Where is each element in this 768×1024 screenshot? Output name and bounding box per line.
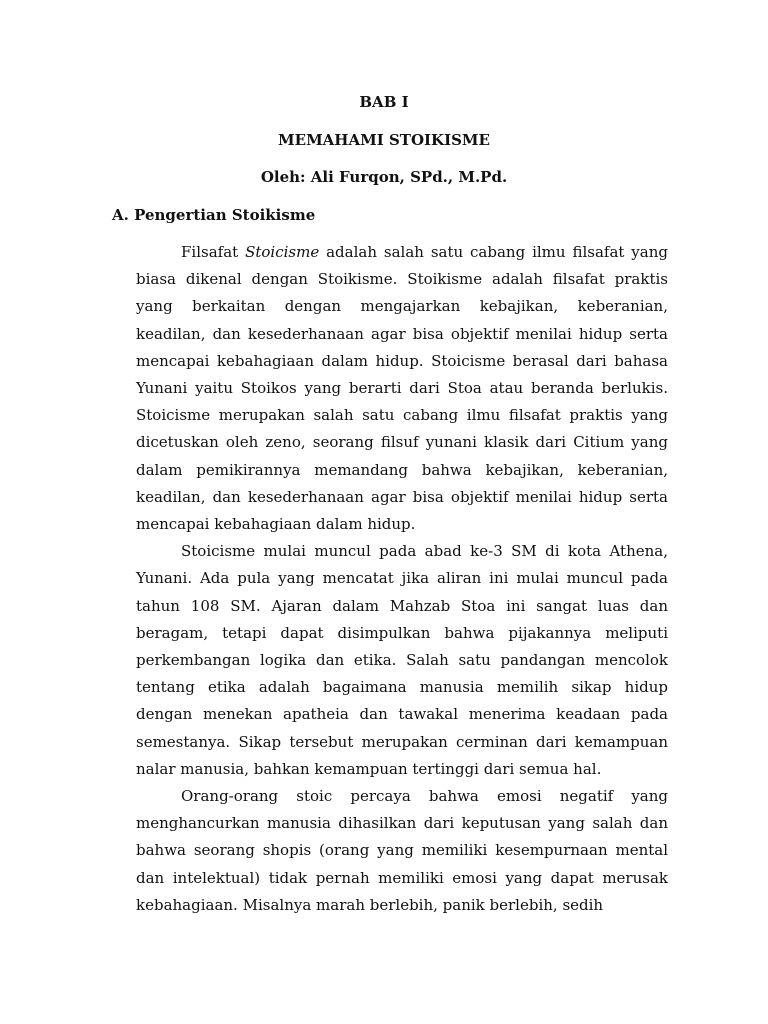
paragraph-2: Stoicisme mulai muncul pada abad ke-3 SM di kota Athena, Yunani. Ada pula yang mencatat jika aliran ini mulai muncul pada tahun 108 SM. Ajaran dalam Mahzab Stoa ini sangat luas dan beragam, tetapi dapat disimpulkan bahwa pijakannya meliputi perkembangan logika dan etika. Salah satu pandangan mencolok tentang etika adalah bagaimana manusia memilih sikap hidup dengan menekan apatheia dan tawakal menerima keadaan pada semestanya. Sikap tersebut merupakan cerminan dari kemampuan nalar manusia, bahkan kemampuan tertinggi dari semua hal. <box>136 542 668 778</box>
paragraph-1-rest: adalah salah satu cabang ilmu filsafat yang biasa dikenal dengan Stoikisme. Stoikisme adalah filsafat praktis yang berkaitan dengan mengajarkan kebajikan, keberanian, keadilan, dan kesederhanaan agar bisa objektif menilai hidup serta mencapai kebahagiaan dalam hidup. Stoicisme berasal dari bahasa Yunani yaitu Stoikos yang berarti dari Stoa atau beranda berlukis. Stoicisme merupakan salah satu cabang ilmu filsafat praktis yang dicetuskan oleh zeno, seorang filsuf yunani klasik dari Citium yang dalam pemikirannya memandang bahwa kebajikan, keberanian, keadilan, dan kesederhanaan agar bisa objektif menilai hidup serta mencapai kebahagiaan dalam hidup. <box>136 243 668 534</box>
paragraph-3: Orang-orang stoic percaya bahwa emosi negatif yang menghancurkan manusia dihasilkan dari keputusan yang salah dan bahwa seorang shopis (orang yang memiliki kesempurnaan mental dan intelektual) tidak pernah memiliki emosi yang dapat merusak kebahagiaan. Misalnya marah berlebih, panik berlebih, sedih <box>136 787 668 914</box>
paragraph-1-lead: Filsafat <box>181 243 246 261</box>
body-text <box>136 239 668 919</box>
section-heading: A. Pengertian Stoikisme <box>112 206 316 224</box>
author-line: Oleh: Ali Furqon, SPd., M.Pd. <box>260 168 508 186</box>
paragraph-1 <box>136 239 668 538</box>
chapter-label: BAB I <box>359 93 409 111</box>
italic-term: Stoicisme <box>245 243 320 261</box>
chapter-title: MEMAHAMI STOIKISME <box>278 131 490 149</box>
